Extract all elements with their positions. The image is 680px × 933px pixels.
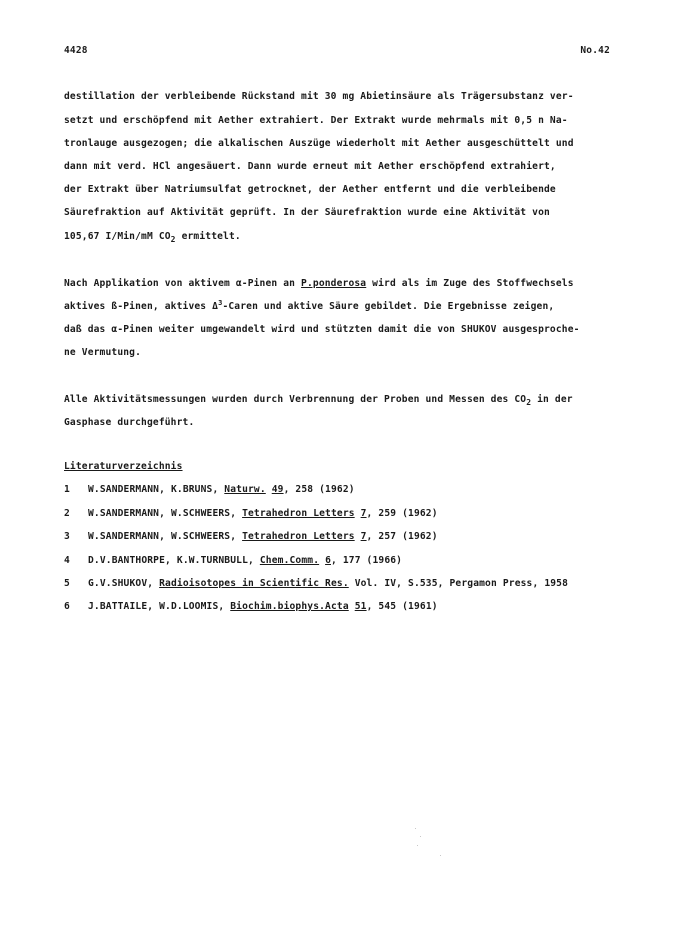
reference-number: 3 — [64, 531, 70, 542]
reference-journal: Tetrahedron Letters — [242, 531, 355, 542]
reference-item — [64, 555, 402, 566]
scan-speck — [440, 855, 441, 856]
paragraph-line: der Extrakt über Natriumsulfat getrocknet, der Aether entfernt und die verbleibende — [64, 184, 556, 195]
reference-details: , 177 (1966) — [331, 555, 403, 566]
paragraph-line: tronlauge ausgezogen; die alkalischen Auszüge wiederholt mit Aether ausgeschüttelt und — [64, 138, 574, 149]
reference-item — [64, 601, 438, 612]
reference-number: 5 — [64, 578, 70, 589]
paragraph-line — [64, 394, 573, 405]
text-run: in der — [531, 394, 573, 405]
reference-volume: 7 — [360, 531, 367, 542]
reference-item — [64, 578, 568, 589]
paragraph-line: dann mit verd. HCl angesäuert. Dann wurde erneut mit Aether erschöpfend extrahiert, — [64, 161, 556, 172]
paragraph-line: Säurefraktion auf Aktivität geprüft. In der Säurefraktion wurde eine Aktivität von — [64, 207, 550, 218]
paragraph-line — [64, 231, 241, 242]
reference-number: 1 — [64, 484, 70, 495]
reference-journal: Chem.Comm. — [259, 555, 320, 566]
reference-number: 4 — [64, 555, 70, 566]
paragraph-line: setzt und erschöpfend mit Aether extrahiert. Der Extrakt wurde mehrmals mit 0,5 n Na- — [64, 115, 568, 126]
scan-speck — [415, 828, 416, 829]
paragraph-line — [64, 278, 574, 289]
reference-item — [64, 508, 438, 519]
subscript: 2 — [170, 235, 176, 244]
subscript: 2 — [526, 398, 532, 407]
reference-authors: D.V.BANTHORPE, K.W.TURNBULL, — [88, 555, 260, 566]
reference-volume: 51 — [354, 601, 367, 612]
superscript: 3 — [218, 299, 223, 307]
reference-details: Vol. IV, S.535, Pergamon Press, 1958 — [348, 578, 569, 589]
text-run: 105,67 I/Min/mM CO — [64, 231, 171, 242]
text-run: -Caren und aktive Säure gebildet. Die Ergebnisse zeigen, — [222, 301, 555, 312]
text-run: Nach Applikation von aktivem α-Pinen an — [64, 278, 302, 289]
page-number: 4428 — [64, 45, 88, 56]
scan-speck — [417, 845, 418, 846]
reference-number: 2 — [64, 508, 70, 519]
reference-details: , 257 (1962) — [366, 531, 438, 542]
paragraph-line: destillation der verbleibende Rückstand mit 30 mg Abietinsäure als Trägersubstanz ver- — [64, 91, 574, 102]
issue-number: No.42 — [580, 45, 610, 56]
reference-details: , 259 (1962) — [366, 508, 438, 519]
reference-number: 6 — [64, 601, 70, 612]
reference-journal: Naturw. — [224, 484, 266, 495]
paragraph-line — [64, 301, 554, 312]
species-name: P.ponderosa — [301, 278, 367, 289]
reference-item — [64, 484, 355, 495]
paragraph-line: ne Vermutung. — [64, 347, 142, 358]
reference-volume: 49 — [271, 484, 284, 495]
reference-journal: Biochim.biophys.Acta — [230, 601, 349, 612]
paragraph-line: Gasphase durchgeführt. — [64, 417, 195, 428]
reference-authors: W.SANDERMANN, W.SCHWEERS, — [88, 508, 243, 519]
reference-volume: 6 — [325, 555, 331, 566]
reference-volume: 7 — [360, 508, 367, 519]
paragraph-line: daß das α-Pinen weiter umgewandelt wird und stützten damit die von SHUKOV ausgesproche- — [64, 324, 580, 335]
text-run: wird als im Zuge des Stoffwechsels — [366, 278, 574, 289]
scan-speck — [420, 836, 421, 837]
reference-authors: G.V.SHUKOV, — [88, 578, 160, 589]
reference-journal: Tetrahedron Letters — [242, 508, 355, 519]
references-heading: Literaturverzeichnis — [64, 461, 183, 472]
reference-item — [64, 531, 438, 542]
reference-authors: W.SANDERMANN, W.SCHWEERS, — [88, 531, 243, 542]
reference-details: , 545 (1961) — [366, 601, 438, 612]
reference-authors: W.SANDERMANN, K.BRUNS, — [88, 484, 225, 495]
text-run: ermittelt. — [175, 231, 241, 242]
reference-authors: J.BATTAILE, W.D.LOOMIS, — [88, 601, 231, 612]
text-run: aktives ß-Pinen, aktives Δ — [64, 301, 219, 312]
reference-journal: Radioisotopes in Scientific Res. — [159, 578, 349, 589]
reference-details: , 258 (1962) — [283, 484, 355, 495]
text-run: Alle Aktivitätsmessungen wurden durch Verbrennung der Proben und Messen des CO — [64, 394, 527, 405]
